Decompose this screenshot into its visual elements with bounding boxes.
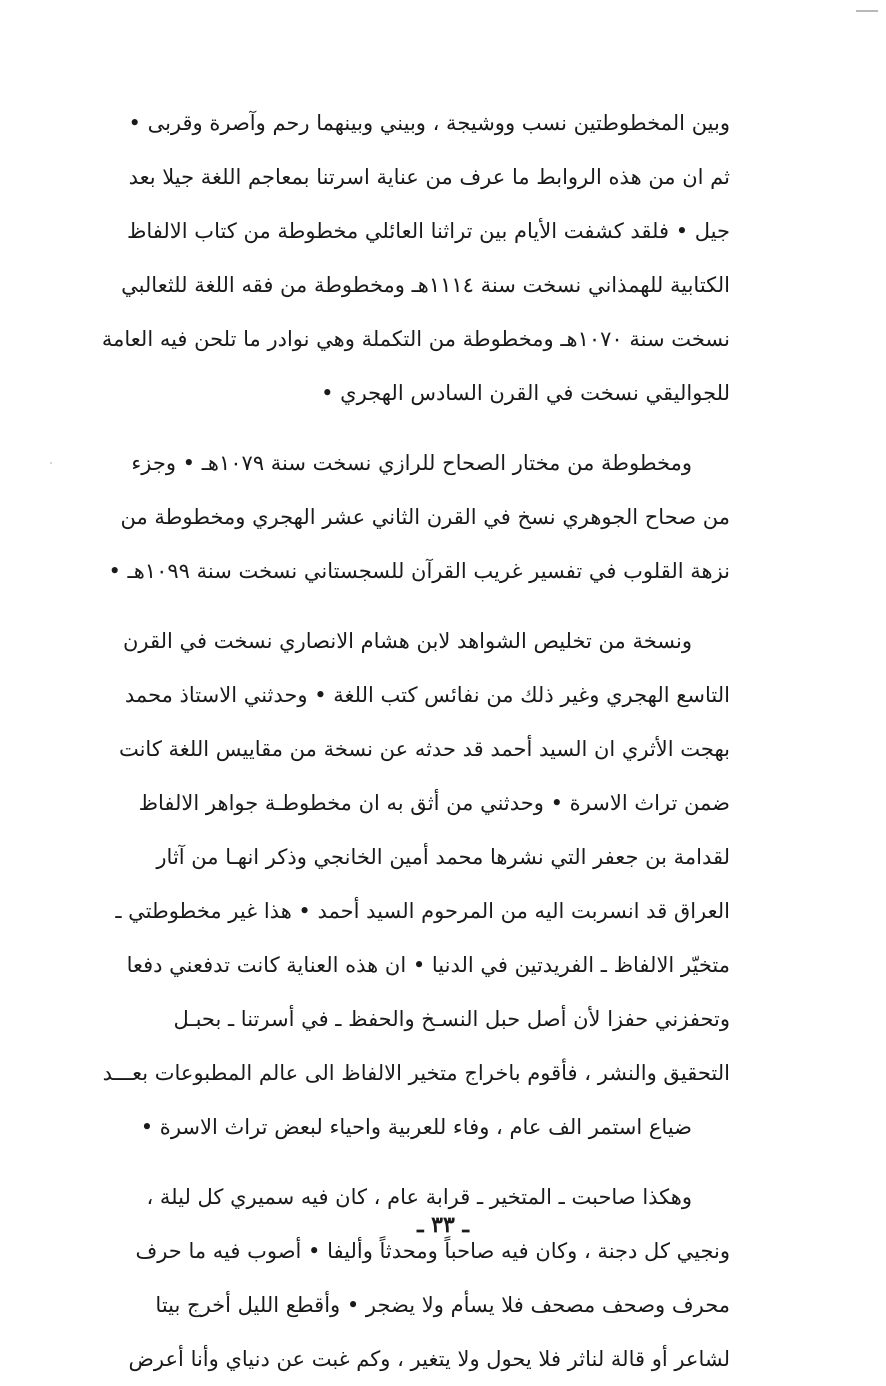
text-line: ثم ان من هذه الروابط ما عرف من عناية اسرتنا بمعاجم اللغة جيلا بعد	[128, 165, 730, 189]
text-line: وبين المخطوطتين نسب ووشيجة ، وبيني وبينهما رحم وآصرة وقربى •	[128, 111, 730, 135]
text-line: العراق قد انسربت اليه من المرحوم السيد أحمد • هذا غير مخطوطتي ـ	[115, 899, 730, 923]
scan-artifact-dot	[50, 462, 52, 464]
text-line: وهكذا صاحبت ـ المتخير ـ قرابة عام ، كان فيه سميري كل ليلة ،	[146, 1185, 692, 1209]
text-line: لقدامة بن جعفر التي نشرها محمد أمين الخانجي وذكر انهـا من آثار	[156, 845, 730, 869]
scan-artifact-mark	[856, 10, 878, 12]
text-line: ونسخة من تخليص الشواهد لابن هشام الانصاري نسخت في القرن	[122, 629, 692, 653]
text-line: التاسع الهجري وغير ذلك من نفائس كتب اللغة • وحدثني الاستاذ محمد	[124, 683, 730, 707]
text-line: الكتابية للهمذاني نسخت سنة ١١١٤هـ ومخطوطة من فقه اللغة للثعالبي	[121, 273, 730, 297]
text-line: من صحاح الجوهري نسخ في القرن الثاني عشر الهجري ومخطوطة من	[120, 505, 730, 529]
text-line: لشاعر أو قالة لناثر فلا يحول ولا يتغير ، وكم غبت عن دنياي وأنا أعرض	[128, 1347, 730, 1371]
text-line: ومخطوطة من مختار الصحاح للرازي نسخت سنة ١٠٧٩هـ • وجزء	[131, 451, 692, 475]
text-line: ضياع استمر الف عام ، وفاء للعربية واحياء لبعض تراث الاسرة •	[140, 1115, 692, 1139]
text-line: نسخت سنة ١٠٧٠هـ ومخطوطة من التكملة وهي نوادر ما تلحن فيه العامة	[101, 327, 730, 351]
text-line: التحقيق والنشر ، فأقوم باخراج متخير الالفاظ الى عالم المطبوعات بعـــد	[102, 1061, 730, 1085]
text-line: متخيّر الالفاظ ـ الفريدتين في الدنيا • ان هذه العناية كانت تدفعني دفعا	[126, 953, 730, 977]
text-line: محرف وصحف مصحف فلا يسأم ولا يضجر • وأقطع الليل أخرج بيتا	[155, 1293, 730, 1317]
text-line: بهجت الأثري ان السيد أحمد قد حدثه عن نسخة من مقاييس اللغة كانت	[118, 737, 730, 761]
text-line: للجواليقي نسخت في القرن السادس الهجري •	[321, 381, 730, 405]
text-line: نزهة القلوب في تفسير غريب القرآن للسجستاني نسخت سنة ١٠٩٩هـ •	[108, 559, 730, 583]
text-line: وتحفزني حفزا لأن أصل حبل النسـخ والحفظ ـ في أسرتنا ـ بحبـل	[173, 1007, 730, 1031]
text-line: ونجيي كل دجنة ، وكان فيه صاحباً ومحدثاً وأليفا • أصوب فيه ما حرف	[135, 1239, 730, 1263]
text-line: جيل • فلقد كشفت الأيام بين تراثنا العائلي مخطوطة من كتاب الالفاظ	[126, 219, 730, 243]
text-line: ضمن تراث الاسرة • وحدثني من أثق به ان مخطوطـة جواهر الالفاظ	[138, 791, 730, 815]
page-number: ـ ٣٣ ـ	[417, 1212, 469, 1238]
body-text	[101, 96, 730, 1386]
